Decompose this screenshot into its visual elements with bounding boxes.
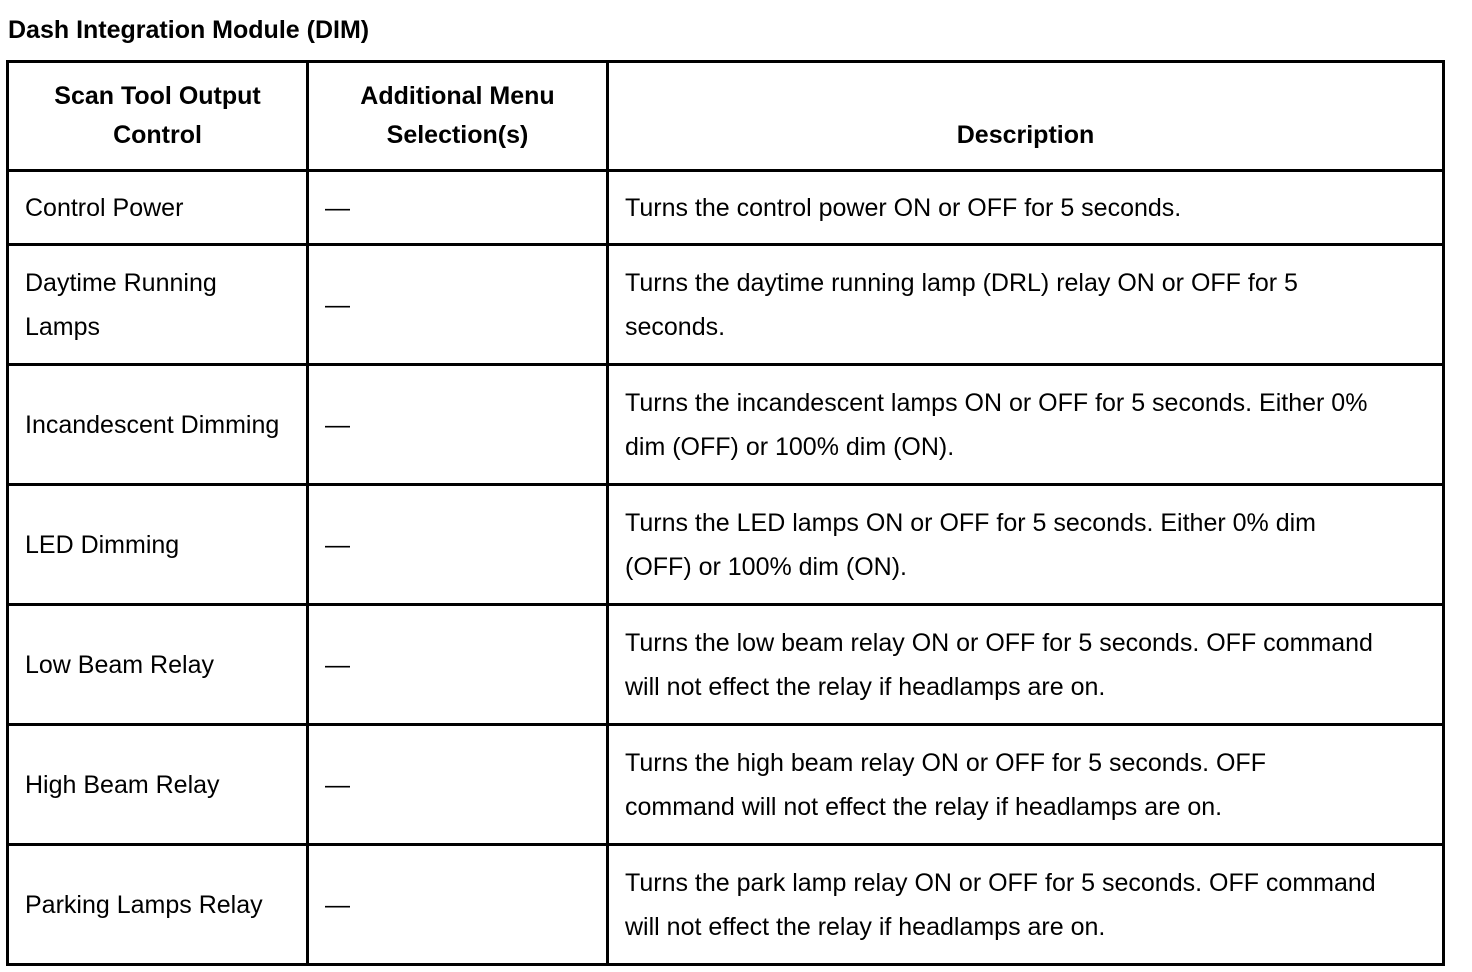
row-control: LED Dimming	[8, 485, 308, 605]
table-header-row	[8, 62, 1444, 171]
row-menu-selection: —	[308, 845, 608, 965]
row-description: Turns the control power ON or OFF for 5 seconds.	[608, 171, 1444, 245]
row-description: Turns the high beam relay ON or OFF for 5 seconds. OFF command will not effect the relay if headlamps are on.	[608, 725, 1444, 845]
row-description: Turns the LED lamps ON or OFF for 5 seconds. Either 0% dim (OFF) or 100% dim (ON).	[608, 485, 1444, 605]
row-control: Incandescent Dimming	[8, 365, 308, 485]
row-description: Turns the park lamp relay ON or OFF for 5 seconds. OFF command will not effect the relay if headlamps are on.	[608, 845, 1444, 965]
row-control: Daytime Running Lamps	[8, 245, 308, 365]
table-row	[8, 171, 1444, 245]
header-scan-tool-output-control: Scan Tool Output Control	[8, 62, 308, 171]
header-description: Description	[608, 62, 1444, 171]
header-additional-menu-selections: Additional Menu Selection(s)	[308, 62, 608, 171]
row-menu-selection: —	[308, 245, 608, 365]
table-row	[8, 605, 1444, 725]
row-description: Turns the incandescent lamps ON or OFF for 5 seconds. Either 0% dim (OFF) or 100% dim (ON).	[608, 365, 1444, 485]
row-menu-selection: —	[308, 605, 608, 725]
row-menu-selection: —	[308, 725, 608, 845]
table-row	[8, 725, 1444, 845]
row-control: Parking Lamps Relay	[8, 845, 308, 965]
row-description: Turns the daytime running lamp (DRL) relay ON or OFF for 5 seconds.	[608, 245, 1444, 365]
table-row	[8, 845, 1444, 965]
table-row	[8, 365, 1444, 485]
row-control: Low Beam Relay	[8, 605, 308, 725]
row-description: Turns the low beam relay ON or OFF for 5 seconds. OFF command will not effect the relay if headlamps are on.	[608, 605, 1444, 725]
row-menu-selection: —	[308, 485, 608, 605]
row-menu-selection: —	[308, 171, 608, 245]
output-control-table	[6, 60, 1445, 966]
row-menu-selection: —	[308, 365, 608, 485]
document-title: Dash Integration Module (DIM)	[8, 16, 370, 44]
table-row	[8, 485, 1444, 605]
row-control: Control Power	[8, 171, 308, 245]
row-control: High Beam Relay	[8, 725, 308, 845]
table-row	[8, 245, 1444, 365]
